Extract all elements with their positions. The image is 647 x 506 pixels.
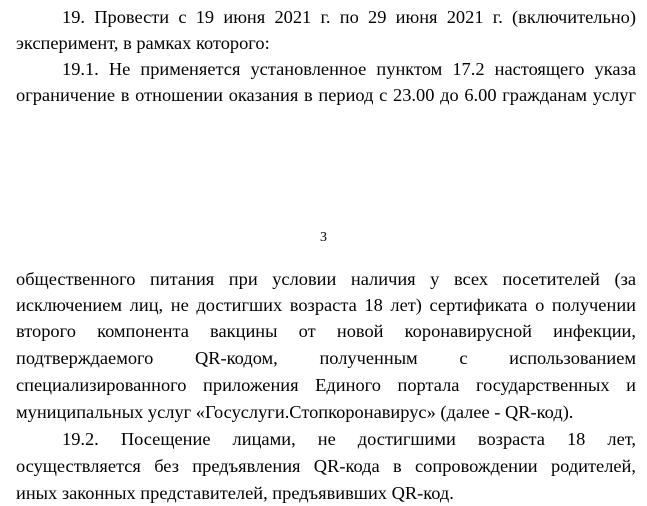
page-number: 3: [320, 230, 327, 245]
paragraph-19-1-line-2: ограничение в отношении оказания в период с 23.00 до 6.00 гражданам услуг: [16, 85, 636, 105]
paragraph-19-1-line-5: второго компонента вакцины от новой коронавирусной инфекции,: [16, 321, 636, 341]
paragraph-19-line-2: эксперимент, в рамках которого:: [16, 33, 270, 53]
paragraph-19-2-line-3: иных законных представителей, предъявивших QR-код.: [16, 483, 454, 503]
paragraph-19-line-1: 19. Провести с 19 июня 2021 г. по 29 июня 2021 г. (включительно): [62, 7, 636, 27]
paragraph-19-1-line-1: 19.1. Не применяется установленное пунктом 17.2 настоящего указа: [62, 59, 636, 79]
paragraph-19-1-line-7: специализированного приложения Единого портала государственных и: [16, 375, 636, 395]
paragraph-19-2-line-2: осуществляется без предъявления QR-кода в сопровождении родителей,: [16, 456, 636, 476]
paragraph-19-1-line-3: общественного питания при условии наличия у всех посетителей (за: [16, 269, 636, 289]
paragraph-19-1-line-8: муниципальных услуг «Госуслуги.Стопкоронавирус» (далее - QR-код).: [16, 402, 574, 422]
paragraph-19-2-line-1: 19.2. Посещение лицами, не достигшими возраста 18 лет,: [62, 429, 636, 449]
paragraph-19-1-line-6: подтверждаемого QR-кодом, полученным с использованием: [16, 348, 636, 368]
paragraph-19-1-line-4: исключением лиц, не достигших возраста 18 лет) сертификата о получении: [16, 295, 636, 315]
